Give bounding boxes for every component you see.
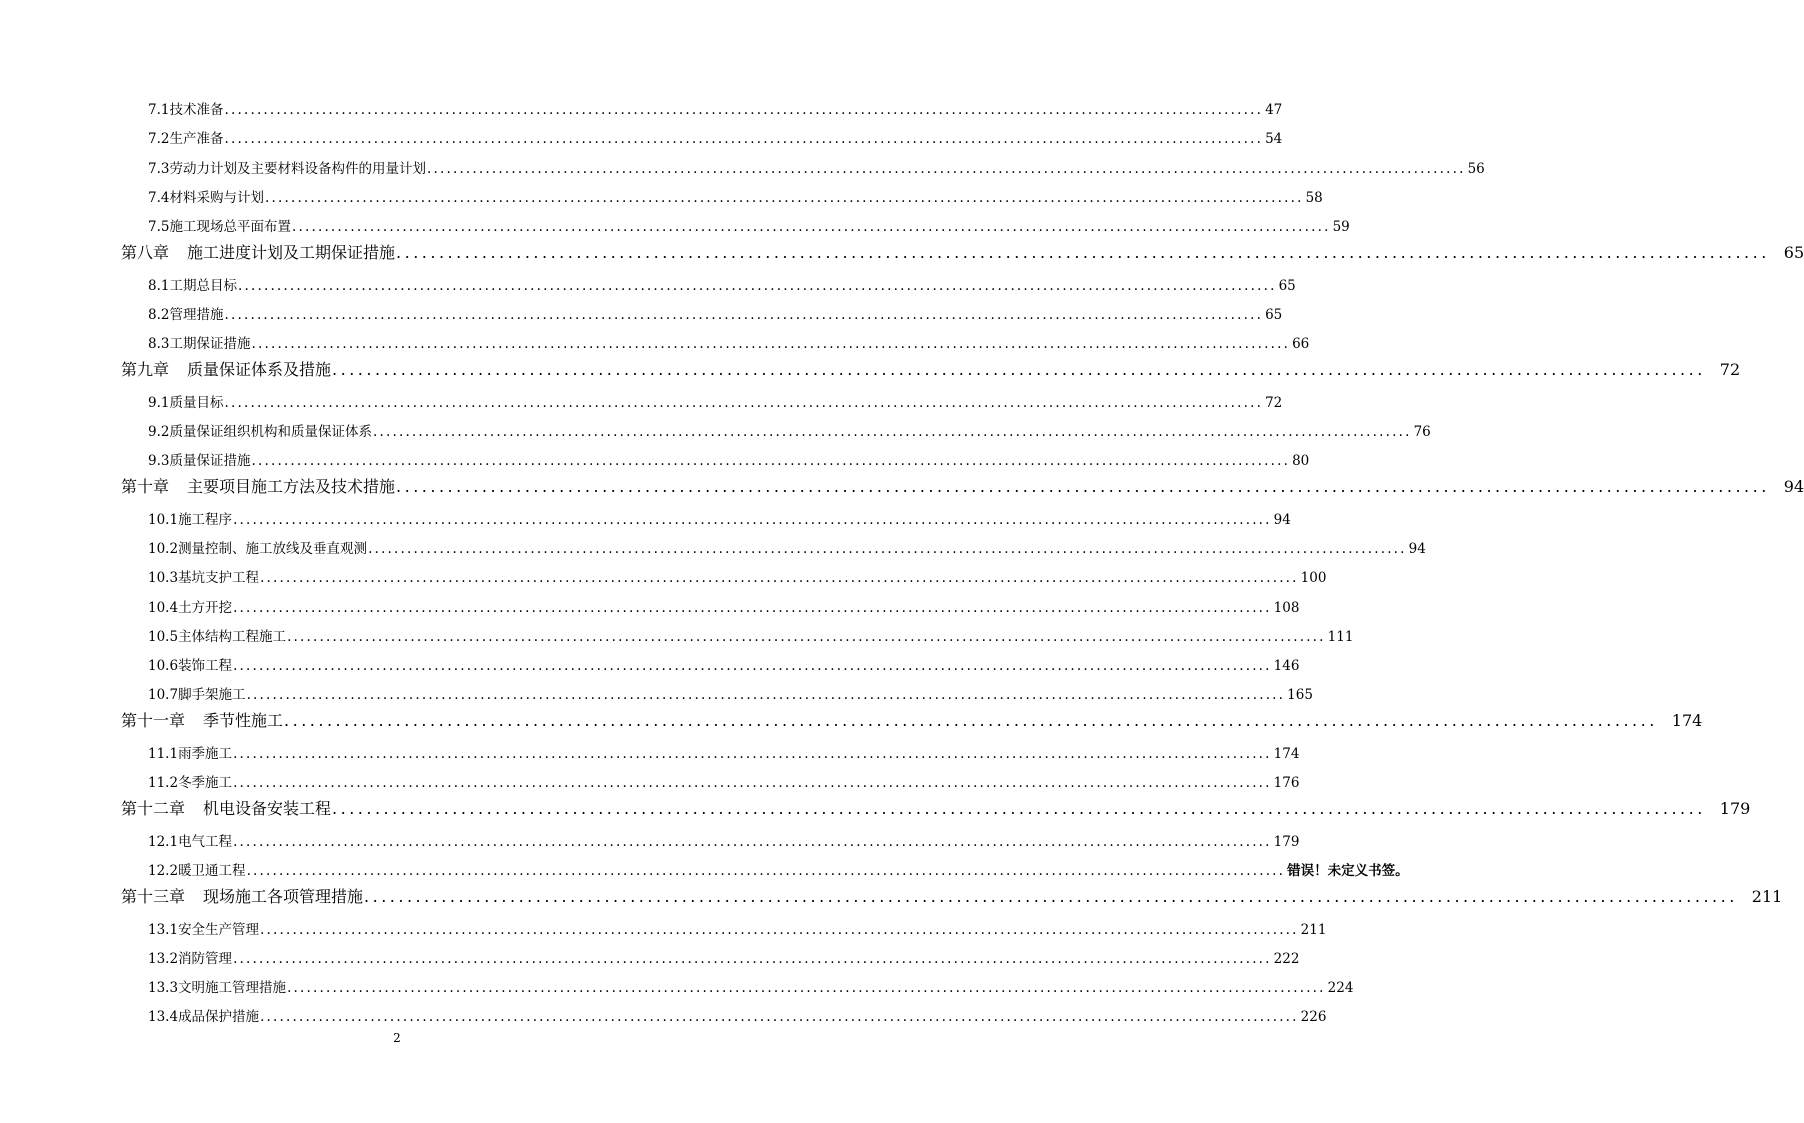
toc-section-row[interactable]: [148, 859, 1409, 879]
toc-section-row[interactable]: [148, 771, 1300, 791]
toc-entry-page: 111: [1327, 629, 1354, 645]
toc-entry-title: 生产准备: [169, 131, 224, 147]
toc-entry-page: 94: [1783, 477, 1804, 496]
dot-leader: ................................................................................................................................................................: [260, 570, 1299, 586]
toc-section-row[interactable]: [148, 830, 1300, 850]
dot-leader: ................................................................................................................................................................: [264, 190, 1304, 206]
toc-entry-title: 成品保护措施: [178, 1009, 260, 1025]
toc-entry-number: 10.1: [148, 512, 179, 528]
toc-entry-title: 冬季施工: [178, 775, 233, 791]
toc-entry-number: 13.1: [148, 922, 179, 938]
dot-leader: ................................................................................................................................................................: [396, 477, 1770, 496]
toc-entry-page: 94: [1408, 541, 1426, 557]
dot-leader: ................................................................................................................................................................: [284, 711, 1658, 730]
toc-entry-title: 季节性施工: [203, 711, 284, 730]
toc-entry-page: 65: [1278, 278, 1296, 294]
dot-leader: ................................................................................................................................................................: [396, 243, 1770, 262]
toc-entry-number: 9.1: [148, 395, 170, 411]
toc-entry-number: 第九章: [121, 360, 170, 379]
toc-section-row[interactable]: [148, 332, 1310, 352]
toc-entry-page: 176: [1273, 775, 1300, 791]
toc-entry-number: 第八章: [121, 243, 170, 262]
toc-section-row[interactable]: [148, 420, 1431, 440]
toc-entry-title: 材料采购与计划: [169, 190, 264, 206]
toc-entry-page: 108: [1273, 600, 1300, 616]
toc-entry-title: 施工进度计划及工期保证措施: [187, 243, 396, 262]
toc-entry-number: 12.2: [148, 863, 179, 879]
dot-leader: ................................................................................................................................................................: [233, 775, 1272, 791]
toc-entry-title: 质量保证组织机构和质量保证体系: [169, 424, 372, 440]
toc-section-row[interactable]: [148, 391, 1283, 411]
toc-section-row[interactable]: [148, 127, 1283, 147]
toc-section-row[interactable]: [148, 537, 1426, 557]
toc-entry-page: 211: [1751, 887, 1783, 906]
toc-entry-number: 8.3: [148, 336, 170, 352]
toc-entry-page: 146: [1273, 658, 1300, 674]
dot-leader: ................................................................................................................................................................: [260, 1009, 1299, 1025]
toc-entry-title: 雨季施工: [178, 746, 233, 762]
toc-entry-number: 13.3: [148, 980, 179, 996]
toc-entry-page: 100: [1300, 570, 1327, 586]
toc-entry-page: 65: [1783, 243, 1804, 262]
toc-entry-title: 管理措施: [169, 307, 224, 323]
toc-chapter-row[interactable]: [121, 357, 1741, 381]
toc-entry-title: 施工现场总平面布置: [169, 219, 291, 235]
toc-entry-number: 11.1: [148, 746, 179, 762]
toc-entry-number: 第十一章: [121, 711, 186, 730]
dot-leader: ................................................................................................................................................................: [233, 834, 1272, 850]
toc-entry-title: 机电设备安装工程: [203, 799, 332, 818]
dot-leader: ................................................................................................................................................................: [224, 307, 1264, 323]
dot-leader: ................................................................................................................................................................: [287, 980, 1326, 996]
toc-entry-page: 179: [1719, 799, 1751, 818]
toc-entry-page-error: 错误！未定义书签。: [1287, 863, 1409, 879]
dot-leader: ................................................................................................................................................................: [287, 629, 1326, 645]
toc-section-row[interactable]: [148, 274, 1296, 294]
toc-section-row[interactable]: [148, 186, 1323, 206]
toc-entry-page: 76: [1413, 424, 1431, 440]
toc-entry-page: 72: [1265, 395, 1283, 411]
toc-entry-title: 土方开挖: [178, 600, 233, 616]
toc-entry-page: 65: [1265, 307, 1283, 323]
toc-entry-number: 10.7: [148, 687, 179, 703]
dot-leader: ................................................................................................................................................................: [246, 863, 1286, 879]
dot-leader: ................................................................................................................................................................: [332, 360, 1706, 379]
toc-entry-title: 安全生产管理: [178, 922, 260, 938]
toc-entry-title: 技术准备: [169, 102, 224, 118]
toc-entry-title: 消防管理: [178, 951, 233, 967]
toc-entry-number: 13.4: [148, 1009, 179, 1025]
toc-entry-title: 暖卫通工程: [178, 863, 246, 879]
toc-entry-page: 224: [1327, 980, 1354, 996]
toc-entry-number: 7.5: [148, 219, 170, 235]
toc-entry-title: 工期总目标: [169, 278, 237, 294]
toc-section-row[interactable]: [148, 918, 1327, 938]
toc-entry-number: 8.2: [148, 307, 170, 323]
toc-entry-page: 94: [1273, 512, 1291, 528]
toc-entry-page: 165: [1287, 687, 1313, 703]
toc-section-row[interactable]: [148, 303, 1283, 323]
toc-entry-number: 7.1: [148, 102, 170, 118]
toc-section-row[interactable]: [148, 742, 1300, 762]
toc-entry-title: 现场施工各项管理措施: [203, 887, 364, 906]
toc-chapter-row[interactable]: [121, 474, 1804, 498]
toc-chapter-row[interactable]: [121, 240, 1804, 264]
toc-entry-title: 装饰工程: [178, 658, 233, 674]
dot-leader: ................................................................................................................................................................: [368, 541, 1407, 557]
toc-entry-number: 9.3: [148, 453, 170, 469]
toc-entry-title: 基坑支护工程: [178, 570, 260, 586]
toc-entry-number: 第十二章: [121, 799, 186, 818]
toc-entry-page: 59: [1332, 219, 1350, 235]
toc-entry-number: 11.2: [148, 775, 179, 791]
toc-section-row[interactable]: [148, 98, 1283, 118]
toc-entry-page: 56: [1467, 161, 1485, 177]
dot-leader: ................................................................................................................................................................: [260, 922, 1299, 938]
toc-entry-title: 测量控制、施工放线及垂直观测: [178, 541, 368, 557]
toc-section-row[interactable]: [148, 625, 1354, 645]
toc-entry-number: 第十章: [121, 477, 170, 496]
toc-entry-number: 7.3: [148, 161, 170, 177]
toc-section-row[interactable]: [148, 157, 1485, 177]
dot-leader: ................................................................................................................................................................: [291, 219, 1331, 235]
toc-entry-number: 10.3: [148, 570, 179, 586]
toc-entry-title: 工期保证措施: [169, 336, 251, 352]
dot-leader: ................................................................................................................................................................: [237, 278, 1277, 294]
dot-leader: ................................................................................................................................................................: [233, 746, 1272, 762]
toc-entry-number: 10.4: [148, 600, 179, 616]
toc-entry-page: 47: [1265, 102, 1283, 118]
toc-entry-page: 72: [1719, 360, 1741, 379]
dot-leader: ................................................................................................................................................................: [233, 512, 1272, 528]
toc-entry-page: 211: [1300, 922, 1327, 938]
dot-leader: ................................................................................................................................................................: [332, 799, 1706, 818]
toc-entry-number: 10.5: [148, 629, 179, 645]
toc-entry-number: 10.2: [148, 541, 179, 557]
toc-entry-page: 222: [1273, 951, 1300, 967]
toc-entry-number: 第十三章: [121, 887, 186, 906]
toc-entry-number: 12.1: [148, 834, 179, 850]
toc-entry-page: 174: [1273, 746, 1300, 762]
toc-entry-number: 8.1: [148, 278, 170, 294]
toc-entry-page: 179: [1273, 834, 1300, 850]
dot-leader: ................................................................................................................................................................: [426, 161, 1466, 177]
toc-chapter-row[interactable]: [121, 884, 1783, 908]
dot-leader: ................................................................................................................................................................: [372, 424, 1412, 440]
toc-entry-title: 施工程序: [178, 512, 233, 528]
toc-entry-title: 质量保证体系及措施: [187, 360, 332, 379]
toc-entry-page: 66: [1292, 336, 1310, 352]
toc-section-row[interactable]: [148, 508, 1291, 528]
dot-leader: ................................................................................................................................................................: [251, 453, 1291, 469]
toc-section-row[interactable]: [148, 1005, 1327, 1025]
toc-entry-page: 174: [1671, 711, 1703, 730]
toc-entry-page: 54: [1265, 131, 1283, 147]
toc-entry-number: 7.2: [148, 131, 170, 147]
toc-section-row[interactable]: [148, 596, 1300, 616]
toc-entry-title: 脚手架施工: [178, 687, 246, 703]
toc-entry-title: 劳动力计划及主要材料设备构件的用量计划: [169, 161, 426, 177]
toc-section-row[interactable]: [148, 215, 1350, 235]
toc-entry-page: 80: [1292, 453, 1310, 469]
toc-entry-title: 电气工程: [178, 834, 233, 850]
toc-entry-title: 质量目标: [169, 395, 224, 411]
toc-section-row[interactable]: [148, 449, 1310, 469]
dot-leader: ................................................................................................................................................................: [233, 600, 1272, 616]
toc-entry-title: 文明施工管理措施: [178, 980, 287, 996]
toc-section-row[interactable]: [148, 654, 1300, 674]
dot-leader: ................................................................................................................................................................: [233, 658, 1272, 674]
toc-entry-title: 主要项目施工方法及技术措施: [187, 477, 396, 496]
dot-leader: ................................................................................................................................................................: [251, 336, 1291, 352]
toc-entry-title: 主体结构工程施工: [178, 629, 287, 645]
toc-entry-number: 13.2: [148, 951, 179, 967]
toc-entry-number: 9.2: [148, 424, 170, 440]
dot-leader: ................................................................................................................................................................: [364, 887, 1738, 906]
toc-section-row[interactable]: [148, 683, 1313, 703]
dot-leader: ................................................................................................................................................................: [233, 951, 1272, 967]
dot-leader: ................................................................................................................................................................: [224, 131, 1264, 147]
dot-leader: ................................................................................................................................................................: [224, 395, 1264, 411]
toc-section-row[interactable]: [148, 566, 1327, 586]
toc-entry-page: 58: [1305, 190, 1323, 206]
dot-leader: ................................................................................................................................................................: [224, 102, 1264, 118]
toc-entry-number: 7.4: [148, 190, 170, 206]
toc-section-row[interactable]: [148, 976, 1354, 996]
toc-chapter-row[interactable]: [121, 796, 1751, 820]
dot-leader: ................................................................................................................................................................: [246, 687, 1286, 703]
toc-entry-title: 质量保证措施: [169, 453, 251, 469]
page-number: 2: [393, 1031, 401, 1045]
toc-chapter-row[interactable]: [121, 708, 1703, 732]
toc-entry-page: 226: [1300, 1009, 1327, 1025]
toc-entry-number: 10.6: [148, 658, 179, 674]
toc-section-row[interactable]: [148, 947, 1300, 967]
